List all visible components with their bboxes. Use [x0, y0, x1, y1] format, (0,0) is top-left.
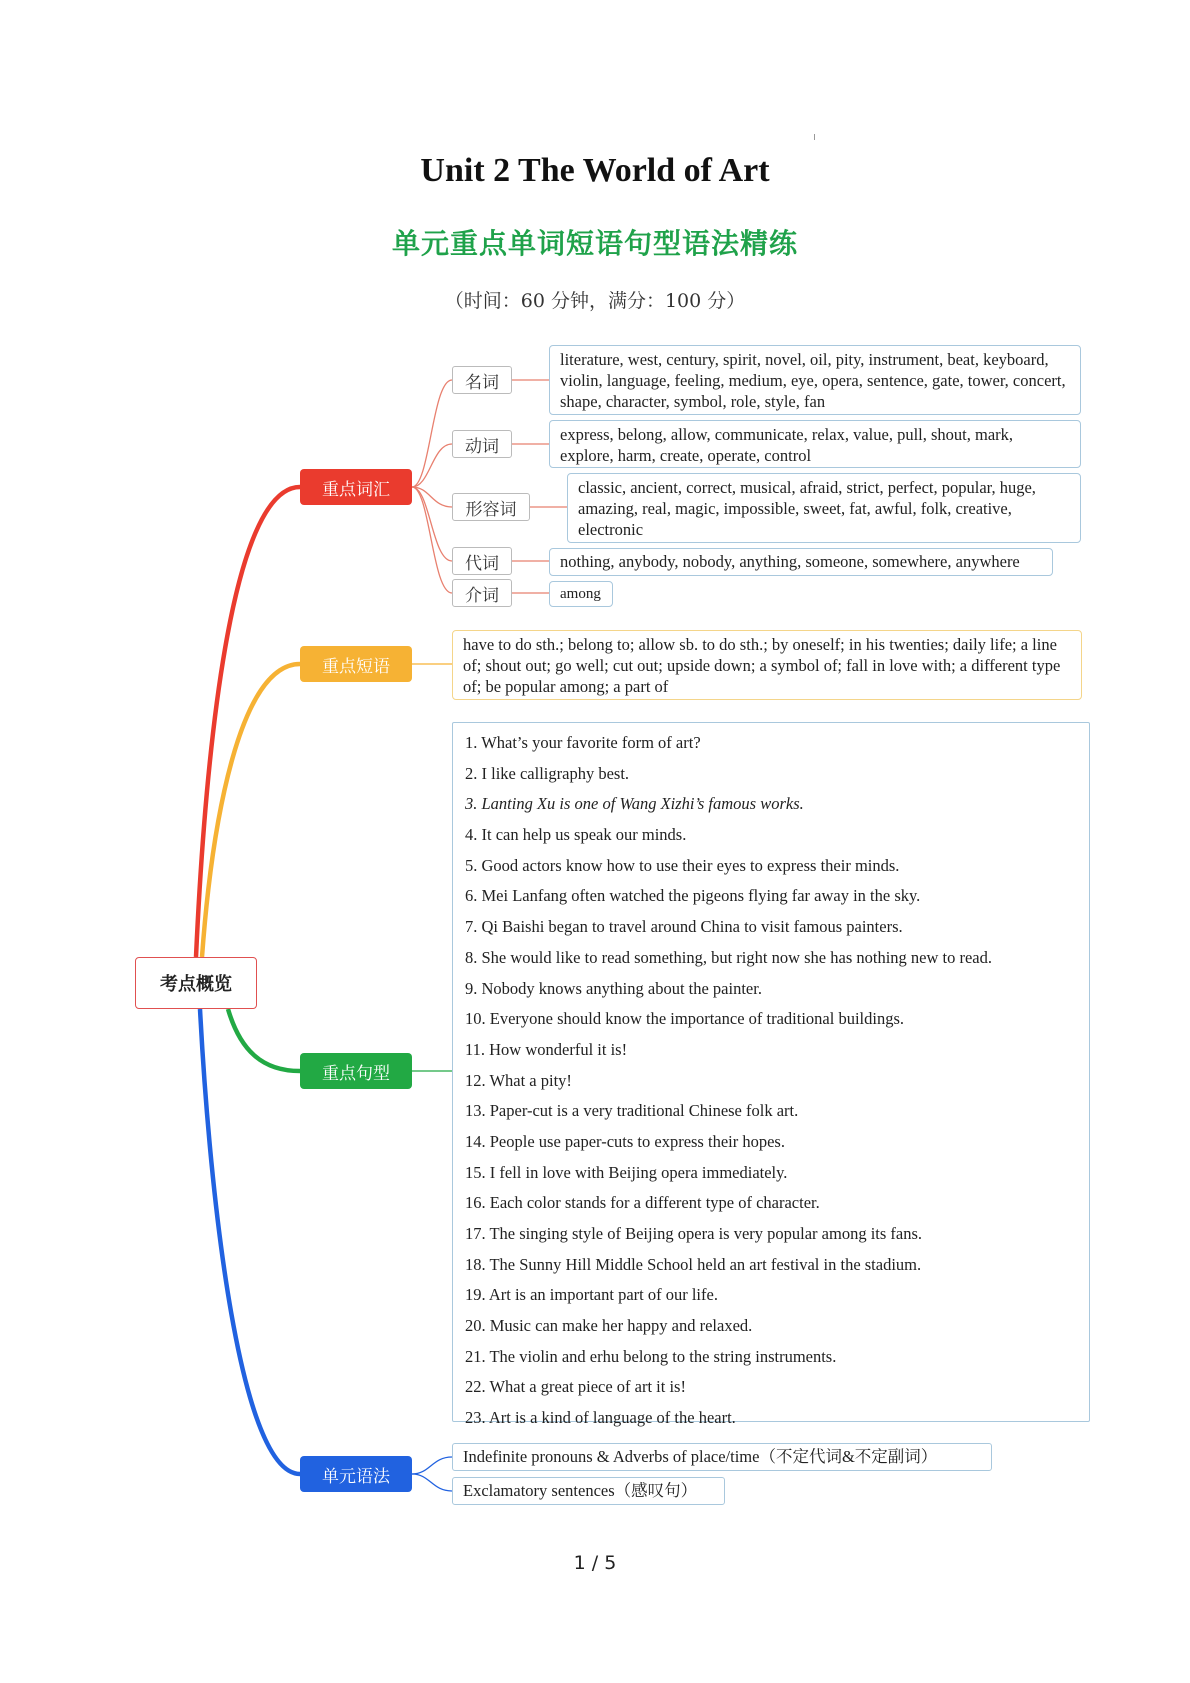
category-pronoun: 代词: [452, 547, 512, 575]
sentences-box: [452, 722, 1090, 1428]
grammar-item-pronouns: Indefinite pronouns & Adverbs of place/time（不定代词&不定副词）: [452, 1443, 992, 1471]
sentence-item: 8. She would like to read something, but right now she has nothing new to read.: [465, 947, 993, 967]
time-info: （时间：60 分钟，满分：100 分）: [444, 290, 746, 312]
sentence-item: 23. Art is a kind of language of the heart.: [465, 1408, 736, 1428]
sentence-item: 19. Art is an important part of our life.: [465, 1285, 718, 1305]
page-number: 1 / 5: [573, 1552, 617, 1574]
page-title: Unit 2 The World of Art: [420, 152, 770, 189]
sentence-item: 13. Paper-cut is a very traditional Chinese folk art.: [465, 1101, 799, 1121]
root-node: 考点概览: [135, 957, 257, 1009]
preposition-words: among: [549, 581, 613, 607]
branch-sentences: 重点句型: [300, 1053, 412, 1089]
sentence-item: 16. Each color stands for a different type of character.: [465, 1193, 820, 1213]
sentence-item: 4. It can help us speak our minds.: [465, 825, 687, 845]
sentence-item: 17. The singing style of Beijing opera is very popular among its fans.: [465, 1224, 923, 1243]
sentence-item: 18. The Sunny Hill Middle School held an art festival in the stadium.: [465, 1254, 922, 1274]
page-subtitle: 单元重点单词短语句型语法精练: [391, 227, 798, 260]
adjective-words: classic, ancient, correct, musical, afraid, strict, perfect, popular, huge, amazing, real, magic, impossible, sweet, fat, awful, folk, creative, electronic: [567, 473, 1081, 543]
sentence-item: 15. I fell in love with Beijing opera immediately.: [465, 1162, 788, 1182]
verb-words: express, belong, allow, communicate, relax, value, pull, shout, mark, explore, harm, create, operate, control: [549, 420, 1081, 468]
category-preposition: 介词: [452, 579, 512, 607]
branch-phrases: 重点短语: [300, 646, 412, 682]
connector-grammar: [200, 1009, 300, 1474]
sentence-item: 12. What a pity!: [465, 1070, 572, 1090]
pronoun-words: nothing, anybody, nobody, anything, someone, somewhere, anywhere: [549, 548, 1053, 576]
category-verb: 动词: [452, 430, 512, 458]
sentence-item: 5. Good actors know how to use their eyes to express their minds.: [465, 855, 900, 875]
connector-sentences: [228, 1009, 300, 1071]
sentence-item: 21. The violin and erhu belong to the string instruments.: [465, 1346, 837, 1366]
sentence-item: 14. People use paper-cuts to express their hopes.: [465, 1131, 785, 1151]
sentence-item: 2. I like calligraphy best.: [465, 763, 630, 783]
phrases-box: have to do sth.; belong to; allow sb. to do sth.; by oneself; in his twenties; daily life; a line of; shout out; go well; cut out; upside down; a symbol of; fall in love with; a different type of; be popular among; a part of: [452, 630, 1082, 700]
sentence-item: 3. Lanting Xu is one of Wang Xizhi’s famous works.: [465, 794, 804, 814]
sentence-item: 20. Music can make her happy and relaxed.: [465, 1316, 753, 1336]
connector-vocab: [196, 487, 300, 957]
branch-vocab: 重点词汇: [300, 469, 412, 505]
sentence-item: 6. Mei Lanfang often watched the pigeons flying far away in the sky.: [465, 886, 921, 906]
sentence-item: 11. How wonderful it is!: [465, 1039, 628, 1059]
branch-grammar: 单元语法: [300, 1456, 412, 1492]
sentence-item: 1. What’s your favorite form of art?: [465, 733, 701, 752]
sentence-item: 9. Nobody knows anything about the painter.: [465, 978, 762, 998]
sentence-item: 22. What a great piece of art it is!: [465, 1377, 686, 1397]
noun-words: literature, west, century, spirit, novel, oil, pity, instrument, beat, keyboard, violin, language, feeling, medium, eye, opera, sentence, gate, tower, concert, shape, character, symbol, role, style, fan: [549, 345, 1081, 415]
category-noun: 名词: [452, 366, 512, 394]
sentence-item: 7. Qi Baishi began to travel around China to visit famous painters.: [465, 917, 903, 937]
category-adjective: 形容词: [452, 493, 530, 521]
grammar-item-exclamatory: Exclamatory sentences（感叹句）: [452, 1477, 725, 1505]
sentence-item: 10. Everyone should know the importance of traditional buildings.: [465, 1009, 904, 1029]
